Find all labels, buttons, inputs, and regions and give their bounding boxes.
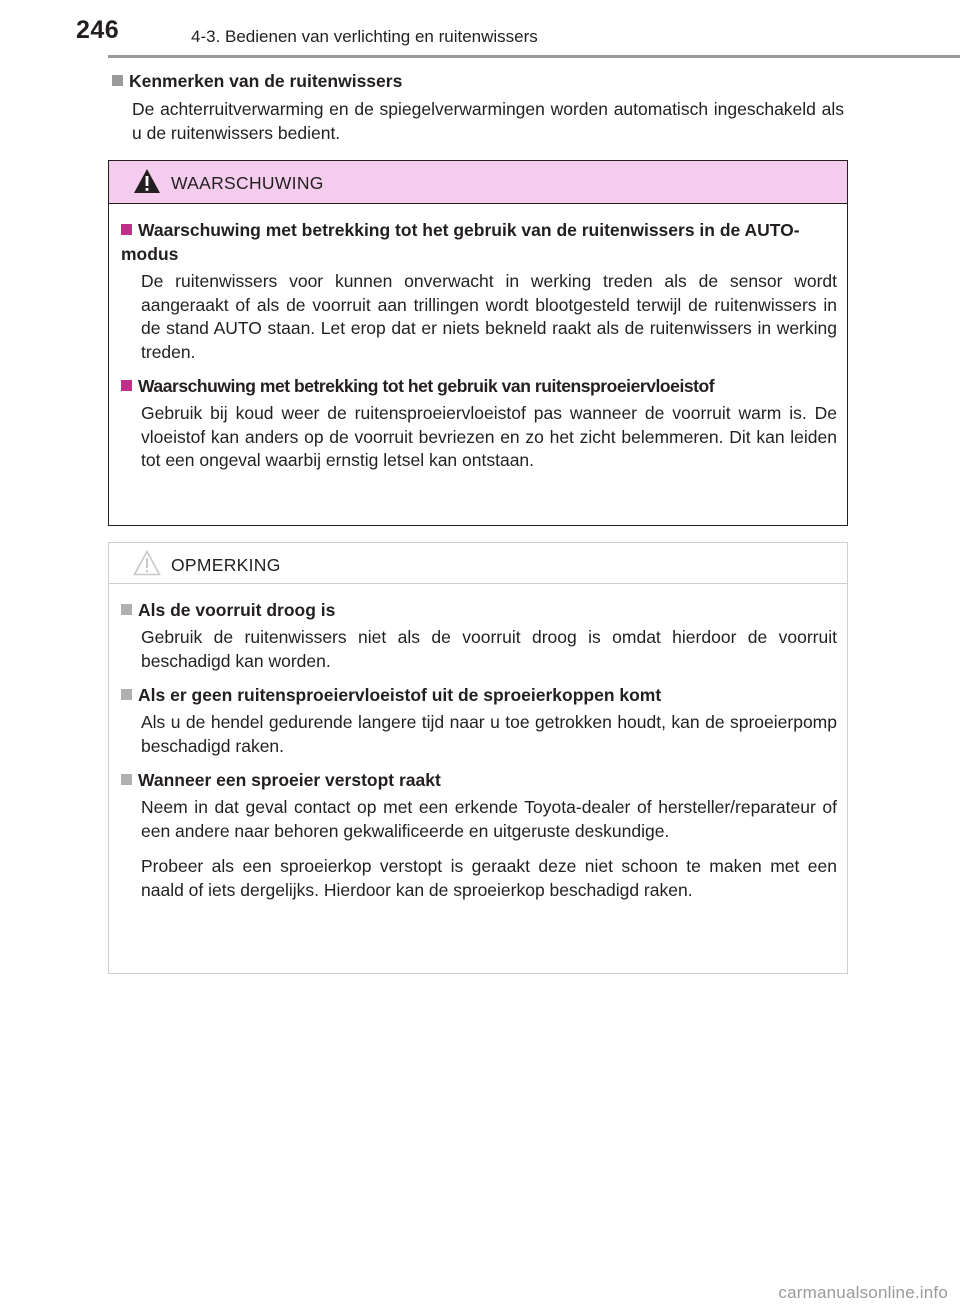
warning-triangle-icon [133,168,161,194]
notice-item-heading-text: Wanneer een sproeier verstopt raakt [138,770,441,790]
square-bullet-icon [112,75,123,86]
square-bullet-icon [121,604,132,615]
header-rule [108,55,960,58]
watermark: carmanualsonline.info [778,1283,948,1302]
warning-item-heading-text: Waarschuwing met betrekking tot het gebruik van ruitensproeiervloeistof [138,376,715,396]
warning-header [109,161,847,204]
caution-triangle-outline-icon [133,550,161,576]
page-number: 246 [76,16,120,44]
square-bullet-icon [121,774,132,785]
notice-item-text: Gebruik de ruitenwissers niet als de voorruit droog is omdat hierdoor de voorruit beschadigd kan worden. [141,627,837,671]
notice-item-heading [121,768,837,792]
notice-item-text: Neem in dat geval contact op met een erkende Toyota-dealer of hersteller/reparateur of een andere naar behoren gekwalificeerde en uitgeruste deskundige. [141,797,837,841]
warning-item-text: Gebruik bij koud weer de ruitensproeiervloeistof pas wanneer de voorruit warm is. De vloeistof kan anders op de voorruit bevriezen en zo het zicht belemmeren. Dit kan leiden tot een ongeval waarbij ernstig letsel kan ontstaan. [141,403,837,470]
intro-section [112,70,844,145]
notice-item [121,768,837,902]
notice-item-heading [121,683,837,707]
warning-content [109,204,847,473]
intro-text: De achterruitverwarming en de spiegelverwarmingen worden automatisch ingeschakeld als u de ruitenwissers bedient. [132,99,844,143]
section-title: 4-3. Bedienen van verlichting en ruitenwissers [191,27,538,46]
page-header [0,0,960,60]
warning-item [121,218,837,364]
warning-item [121,374,837,473]
notice-item-heading-text: Als er geen ruitensproeiervloeistof uit de sproeierkoppen komt [138,685,662,705]
warning-label: WAARSCHUWING [171,173,324,193]
notice-item-heading [121,598,837,622]
square-bullet-icon [121,224,132,235]
square-bullet-icon [121,689,132,700]
notice-item-heading-text: Als de voorruit droog is [138,600,336,620]
intro-heading-text: Kenmerken van de ruitenwissers [129,71,403,91]
notice-item-text: Als u de hendel gedurende langere tijd naar u toe getrokken houdt, kan de sproeierpomp beschadigd raken. [141,712,837,756]
warning-box [108,160,848,526]
intro-heading [112,70,844,92]
notice-item-text: Probeer als een sproeierkop verstopt is geraakt deze niet schoon te maken met een naald of iets dergelijks. Hierdoor kan de sproeierkop beschadigd raken. [141,856,837,900]
notice-item [121,683,837,758]
warning-item-heading [121,218,837,266]
square-bullet-icon [121,380,132,391]
warning-item-heading-text: Waarschuwing met betrekking tot het gebruik van de ruitenwissers in de AUTO-modus [121,220,800,264]
notice-label: OPMERKING [171,555,281,575]
notice-content [109,584,847,902]
notice-box [108,542,848,974]
warning-item-heading [121,374,837,398]
notice-item [121,598,837,673]
warning-item-text: De ruitenwissers voor kunnen onverwacht in werking treden als de sensor wordt aangeraakt of als de voorruit aan trillingen wordt blootgesteld terwijl de ruitenwissers in de stand AUTO staan. Let erop dat er niets bekneld raakt als de ruitenwissers in werking treden. [141,271,837,362]
notice-header [109,543,847,584]
